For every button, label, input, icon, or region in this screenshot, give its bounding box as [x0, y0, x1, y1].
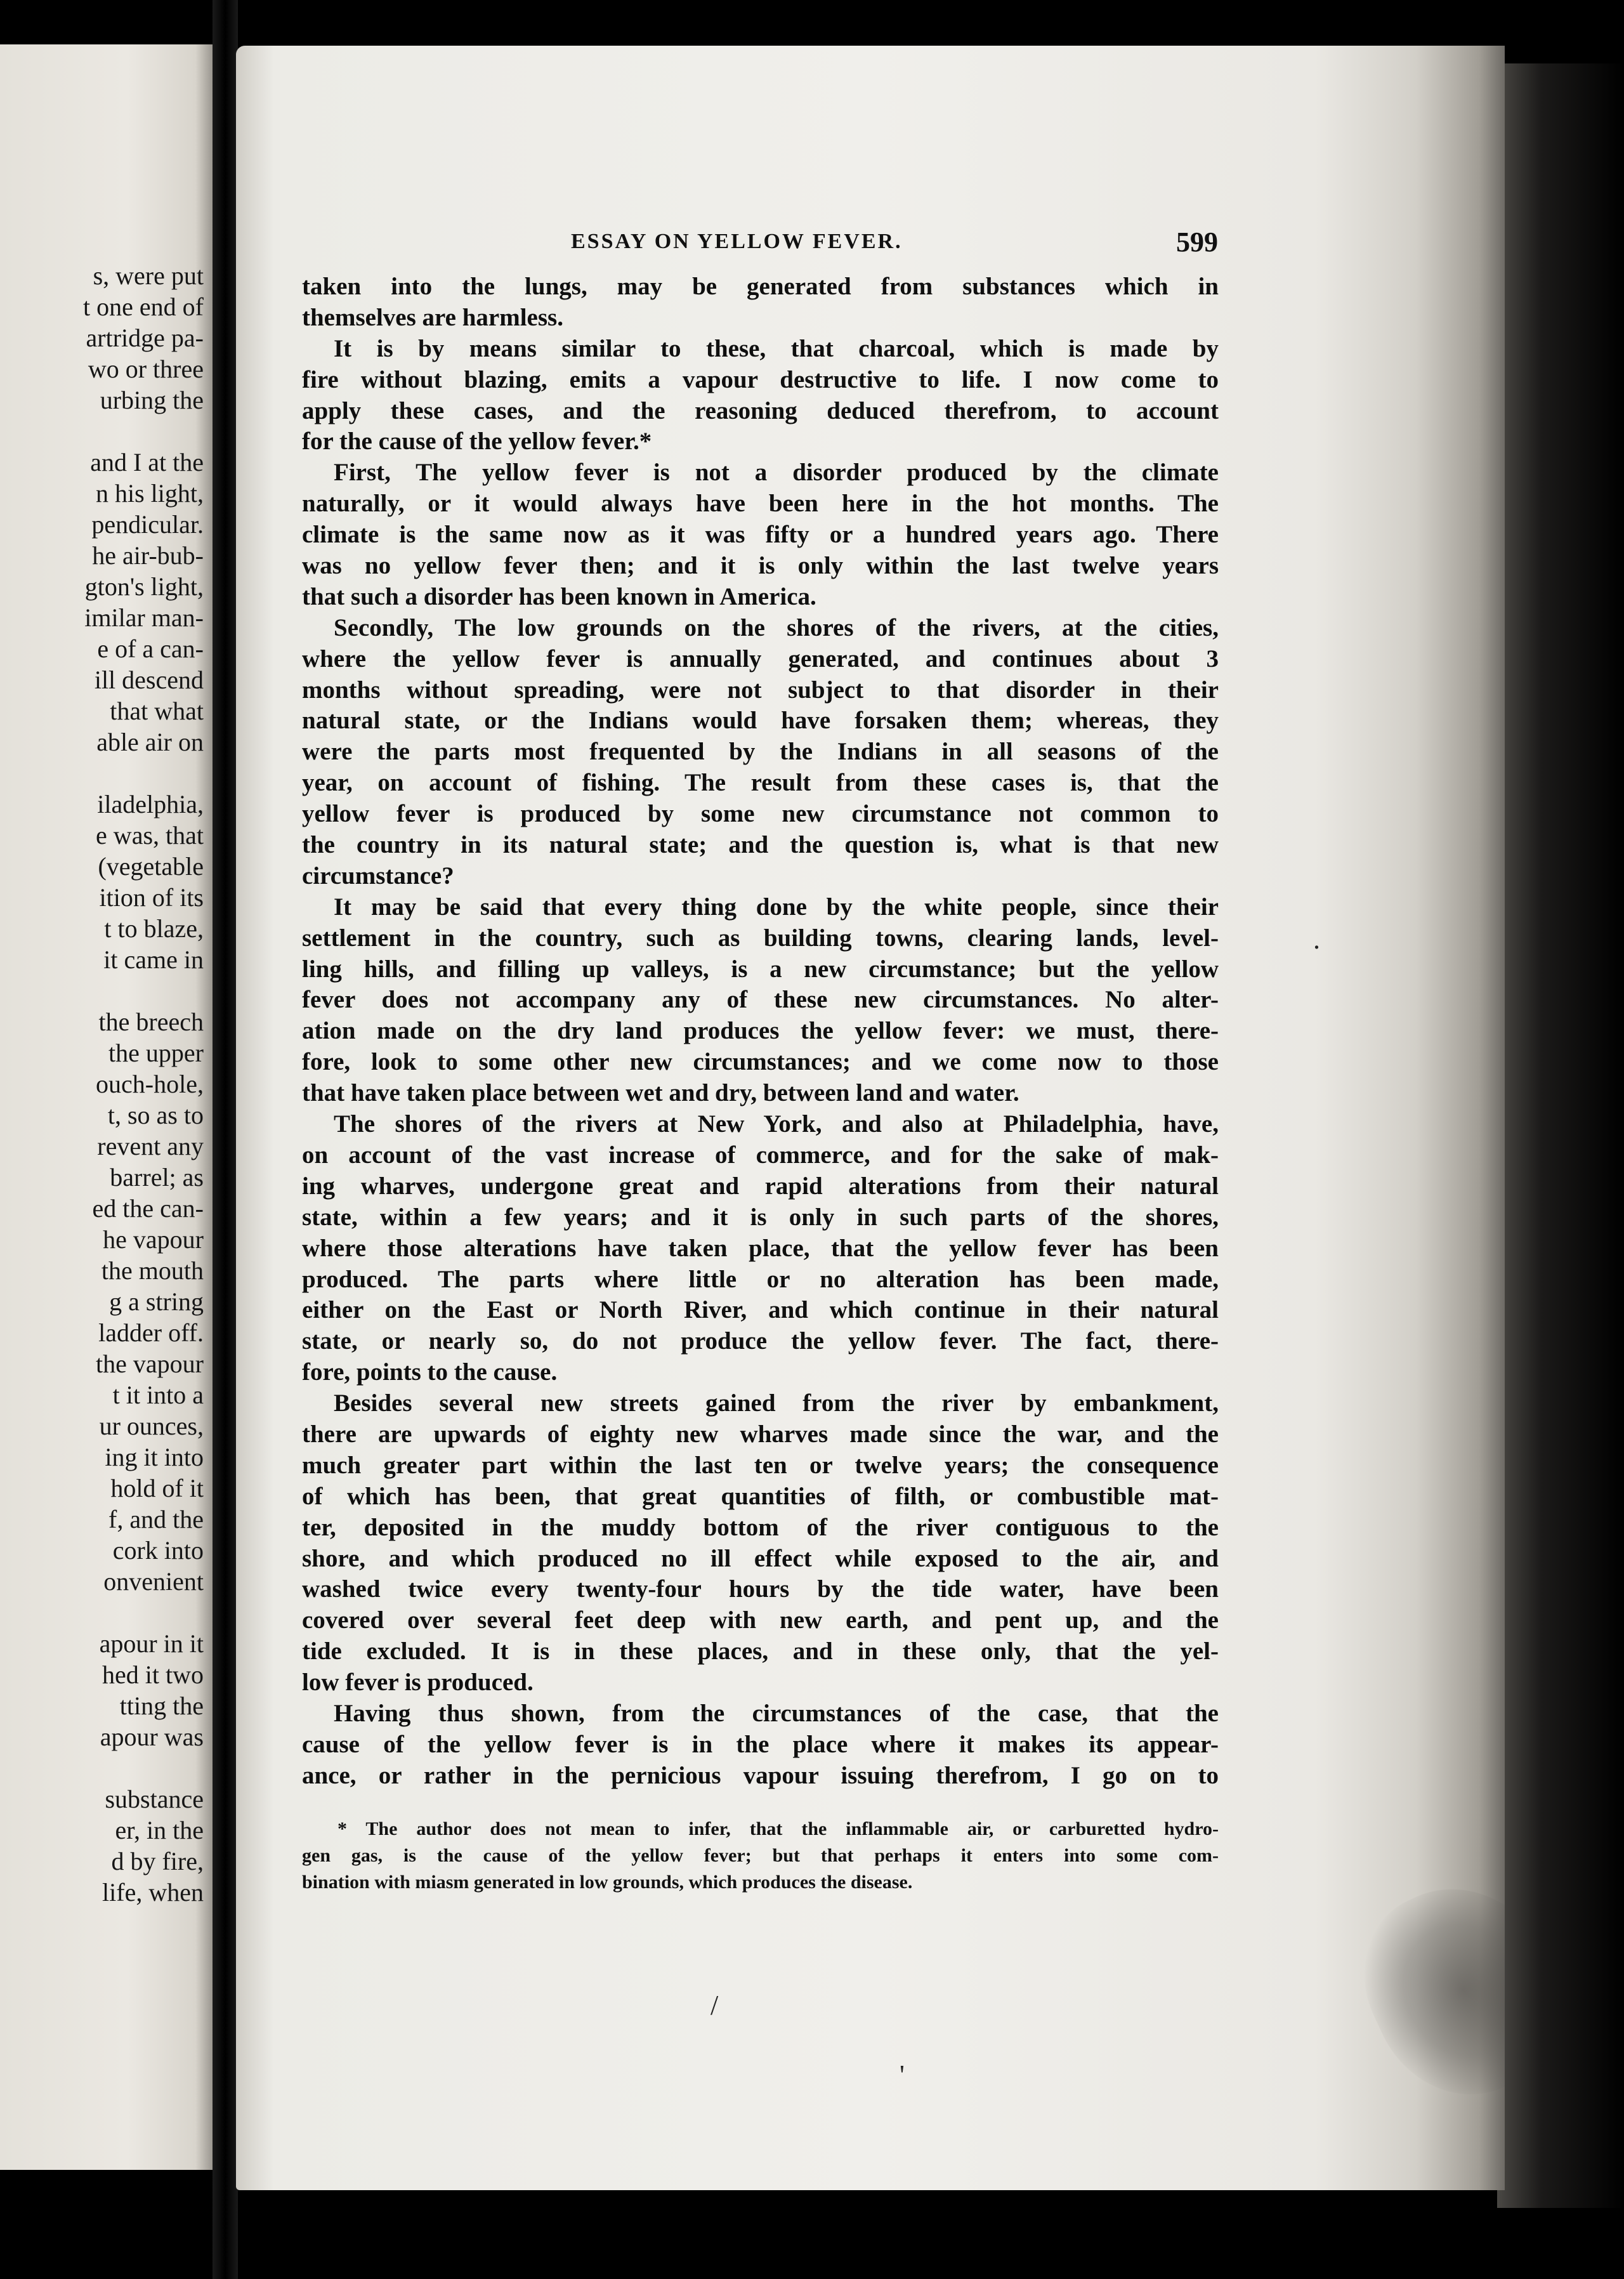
page-header	[298, 226, 1218, 258]
left-page-line: ition of its	[99, 883, 204, 912]
left-page-line: and I at the	[90, 448, 204, 476]
left-page-line: apour in it	[99, 1629, 204, 1658]
body-line: where those alterations have taken place, that the yellow fever has been	[302, 1234, 1219, 1262]
left-page-line: pendicular.	[91, 510, 204, 539]
page-edge-shadow	[1497, 63, 1624, 2208]
left-page-line	[83, 758, 204, 789]
left-page-line: d by fire,	[111, 1847, 204, 1875]
body-line: ance, or rather in the pernicious vapour issuing therefrom, I go on to	[302, 1761, 1219, 1789]
left-page-line: the vapour	[96, 1350, 204, 1378]
left-page-line: substance	[105, 1785, 204, 1813]
body-line: circumstance?	[302, 862, 454, 890]
left-page-line: barrel; as	[110, 1163, 204, 1192]
body-line: the country in its natural state; and the question is, what is that new	[302, 831, 1219, 859]
book-gutter	[213, 0, 238, 2279]
left-page-line: life, when	[102, 1878, 204, 1907]
stray-mark: /	[710, 1990, 719, 2021]
body-line: apply these cases, and the reasoning deduced therefrom, to account	[302, 397, 1219, 424]
left-page-line: ing it into	[105, 1443, 204, 1471]
left-page-line: ur ounces,	[99, 1412, 204, 1440]
left-page-line: e was, that	[96, 821, 204, 850]
running-head: ESSAY ON YELLOW FEVER.	[571, 230, 903, 253]
left-page-line: wo or three	[88, 355, 204, 383]
body-line: fire without blazing, emits a vapour destructive to life. I now come to	[302, 365, 1219, 393]
left-page-line: the mouth	[101, 1256, 204, 1285]
body-line: Having thus shown, from the circumstances of the case, that the	[334, 1699, 1219, 1727]
left-page-line	[83, 1752, 204, 1783]
left-page-line: t one end of	[83, 292, 204, 321]
left-page-line: artridge pa-	[86, 324, 204, 352]
body-line: months without spreading, were not subject to that disorder in their	[302, 676, 1219, 704]
left-page-line: iladelphia,	[97, 790, 204, 818]
body-line: settlement in the country, such as building towns, clearing lands, level-	[302, 924, 1219, 952]
body-line: on account of the vast increase of commerce, and for the sake of mak-	[302, 1141, 1219, 1169]
left-page-line: imilar man-	[84, 603, 204, 632]
body-line: The shores of the rivers at New York, and also at Philadelphia, have,	[334, 1110, 1219, 1138]
left-page-line: (vegetable	[98, 852, 204, 881]
body-line: fore, points to the cause.	[302, 1358, 558, 1386]
body-line: shore, and which produced no ill effect while exposed to the air, and	[302, 1544, 1219, 1572]
body-line: either on the East or North River, and which continue in their natural	[302, 1296, 1219, 1324]
footnote	[302, 1816, 1219, 1896]
thumbprint-smudge	[1336, 1856, 1505, 2124]
body-line: washed twice every twenty-four hours by the tide water, have been	[302, 1575, 1219, 1603]
left-page-line: t, so as to	[107, 1101, 204, 1129]
left-page-line: revent any	[97, 1132, 204, 1160]
left-page-line: t it into a	[112, 1381, 204, 1409]
left-page-line: the upper	[108, 1039, 204, 1067]
body-line: natural state, or the Indians would have forsaken them; whereas, they	[302, 707, 1219, 735]
body-line: taken into the lungs, may be generated from substances which in	[302, 273, 1219, 300]
body-line: First, The yellow fever is not a disorder produced by the climate	[334, 459, 1219, 487]
body-line: where the yellow fever is annually generated, and continues about 3	[302, 645, 1219, 673]
left-page-line: ouch-hole,	[96, 1070, 204, 1098]
left-page-line: hold of it	[110, 1474, 204, 1502]
body-line: that have taken place between wet and dry, between land and water.	[302, 1079, 1019, 1107]
left-page-line: tting the	[119, 1691, 204, 1720]
body-line: ter, deposited in the muddy bottom of the river contiguous to the	[302, 1513, 1219, 1541]
left-page-line	[83, 416, 204, 447]
left-page-line: er, in the	[115, 1816, 204, 1844]
left-page-line: n his light,	[95, 479, 204, 508]
body-line: produced. The parts where little or no alteration has been made,	[302, 1265, 1219, 1293]
left-page-line: g a string	[109, 1287, 204, 1316]
left-page-line: able air on	[96, 728, 204, 756]
body-line: state, within a few years; and it is only in such parts of the shores,	[302, 1203, 1219, 1231]
body-line: tide excluded. It is in these places, and in these only, that the yel-	[302, 1638, 1219, 1665]
left-page-line: f, and the	[108, 1505, 204, 1534]
body-line: low fever is produced.	[302, 1669, 534, 1697]
body-line: It may be said that every thing done by the white people, since their	[334, 893, 1219, 921]
left-page-line: s, were put	[93, 261, 204, 290]
left-page-line: he air-bub-	[92, 541, 204, 570]
left-page-line: t to blaze,	[104, 914, 204, 943]
page-number: 599	[1176, 227, 1218, 258]
left-page	[0, 44, 213, 2170]
body-line: It is by means similar to these, that charcoal, which is made by	[334, 334, 1219, 362]
body-line: themselves are harmless.	[302, 303, 563, 331]
body-line: climate is the same now as it was fifty or a hundred years ago. There	[302, 521, 1219, 549]
body-line: fore, look to some other new circumstances; and we come now to those	[302, 1048, 1219, 1076]
left-page-line: ladder off.	[98, 1318, 204, 1347]
body-line: for the cause of the yellow fever.*	[302, 428, 652, 456]
left-page-line: apour was	[100, 1723, 204, 1751]
left-page-line: ill descend	[94, 666, 204, 694]
stray-mark: '	[900, 2059, 905, 2091]
footnote-line: gen gas, is the cause of the yellow fever; but that perhaps it enters into some com-	[302, 1845, 1219, 1866]
body-line: of which has been, that great quantities of filth, or combustible mat-	[302, 1482, 1219, 1510]
body-line: Besides several new streets gained from the river by embankment,	[334, 1389, 1219, 1417]
left-page-line: e of a can-	[97, 634, 204, 663]
body-line: fever does not accompany any of these new circumstances. No alter-	[302, 986, 1219, 1014]
left-page-text	[83, 260, 204, 1908]
left-page-line	[83, 975, 204, 1006]
stray-mark: .	[1313, 924, 1320, 955]
left-page-line: onvenient	[103, 1567, 204, 1596]
body-line: state, or nearly so, do not produce the yellow fever. The fact, there-	[302, 1327, 1219, 1355]
left-page-line: hed it two	[102, 1660, 204, 1689]
left-page-line: it came in	[103, 945, 204, 974]
footnote-line: * The author does not mean to infer, that the inflammable air, or carburetted hydro-	[337, 1818, 1219, 1839]
body-line: ation made on the dry land produces the yellow fever: we must, there-	[302, 1017, 1219, 1045]
left-page-line: ed the can-	[92, 1194, 204, 1223]
body-line: ing wharves, undergone great and rapid alterations from their natural	[302, 1172, 1219, 1200]
body-line: yellow fever is produced by some new circumstance not common to	[302, 800, 1219, 828]
body-line: that such a disorder has been known in America.	[302, 582, 816, 610]
footnote-line: bination with miasm generated in low grounds, which produces the disease.	[302, 1872, 913, 1893]
body-text	[302, 272, 1219, 1792]
left-page-line: that what	[110, 697, 204, 725]
body-line: there are upwards of eighty new wharves made since the war, and the	[302, 1420, 1219, 1448]
left-page-line: cork into	[112, 1536, 204, 1565]
left-page-line: urbing the	[100, 386, 204, 414]
left-page-line	[83, 1597, 204, 1628]
body-line: were the parts most frequented by the Indians in all seasons of the	[302, 738, 1219, 766]
left-page-line: he vapour	[103, 1225, 204, 1254]
body-line: Secondly, The low grounds on the shores of the rivers, at the cities,	[334, 614, 1219, 641]
left-page-line: gton's light,	[84, 572, 204, 601]
body-line: much greater part within the last ten or twelve years; the consequence	[302, 1451, 1219, 1479]
body-line: ling hills, and filling up valleys, is a new circumstance; but the yellow	[302, 955, 1219, 983]
left-page-line: the breech	[98, 1008, 204, 1036]
body-line: year, on account of fishing. The result from these cases is, that the	[302, 769, 1219, 797]
body-line: covered over several feet deep with new earth, and pent up, and the	[302, 1606, 1219, 1634]
body-line: was no yellow fever then; and it is only within the last twelve years	[302, 552, 1219, 580]
body-line: cause of the yellow fever is in the place where it makes its appear-	[302, 1730, 1219, 1758]
body-line: naturally, or it would always have been here in the hot months. The	[302, 490, 1219, 518]
